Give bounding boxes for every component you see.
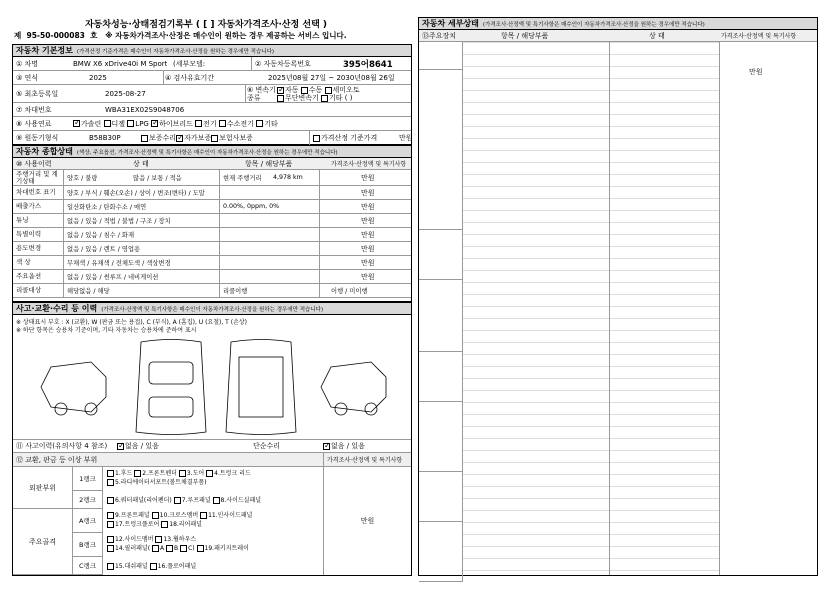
detail-price-unit: 만원 xyxy=(749,68,763,76)
detail-panel: 자동차 세부상태 (가격조사·산정액 및 특기사항은 매수인이 자동차가격조사·산정을 원하는 경우에만 적습니다) ⑬주요장치 항목 / 해당부품 상 태 가격조사·산정액 및 특기사항 만원 xyxy=(418,17,818,576)
overall-row: 차대번호 표기 양호 / 부식 / 훼손(오손) / 상이 / 변조(변타) / 도말 만원 xyxy=(13,186,411,200)
detail-category xyxy=(419,472,463,522)
detail-category xyxy=(419,280,463,352)
detail-category xyxy=(419,522,463,582)
header-note: ※ 자동차가격조사·산정은 매수인이 원하는 경우 제공하는 서비스 입니다. xyxy=(105,31,347,40)
accident-title: 사고·교환·수리 등 이력 (가격조사·산정액 및 특기사항은 매수인이 자동차가격조사·산정을 원하는 경우에만 적습니다) xyxy=(13,303,411,315)
overall-row: 주행거리 및 계기상태 양호 / 불량 많음 / 보통 / 적음 현재 주행거리 4,978 km 만원 xyxy=(13,170,411,186)
overall-row: 배출가스 일산화탄소 / 탄화수소 / 매연 0.00%, 0ppm, 0% 만원 xyxy=(13,200,411,214)
detail-category xyxy=(419,230,463,280)
overall-row: 튜닝 없음 / 있음 / 적법 / 불법 / 구조 / 장치 만원 xyxy=(13,214,411,228)
detail-category xyxy=(419,352,463,402)
overall-row: 리콜대상 해당없음 / 해당 리콜이행 이행 / 미이행 xyxy=(13,284,411,298)
model-value: BMW X6 xDrive40i M Sport xyxy=(73,59,168,68)
overall-row: 특별이력 없음 / 있음 / 침수 / 화재 만원 xyxy=(13,228,411,242)
detail-category xyxy=(419,70,463,230)
basic-info-title: 자동차 기본정보 (가격산정 기준가격은 매수인이 자동차가격조사·산정을 원하는 경우에만 적습니다) xyxy=(13,45,411,57)
overall-row: 색 상 무채색 / 유채색 / 전체도색 / 색상변경 만원 xyxy=(13,256,411,270)
detail-category xyxy=(419,42,463,70)
doc-number: 제 95-50-000083 호 ※ 자동차가격조사·산정은 매수인이 원하는 경우 제공하는 서비스 입니다. xyxy=(14,31,347,40)
overall-status-title: 자동차 종합상태 (색상, 주요옵션, 가격조사·산정액 및 특기사항은 매수인이 자동차가격조사·산정을 원하는 경우에만 적습니다) xyxy=(13,146,411,158)
vin-value: WBA31EX02S9048706 xyxy=(105,105,185,114)
overall-row: 용도변경 없음 / 있음 / 렌트 / 영업용 만원 xyxy=(13,242,411,256)
form-title: 자동차성능·상태점검기록부 ( [ ] 자동차가격조사·산정 선택 ) xyxy=(84,20,328,30)
detail-category xyxy=(419,402,463,472)
overall-row: 주요옵션 없음 / 있음 / 썬루프 / 네비게이션 만원 xyxy=(13,270,411,284)
detail-title: 자동차 세부상태 (가격조사·산정액 및 특기사항은 매수인이 자동차가격조사·산정을 원하는 경우에만 적습니다) xyxy=(419,18,817,30)
car-diagram xyxy=(31,337,401,437)
basic-info-panel: 자동차 기본정보 (가격산정 기준가격은 매수인이 자동차가격조사·산정을 원하는 경우에만 적습니다) ① 차명 BMW X6 xDrive40i M Sport (세부모델: ② 자동차등록번호 395어8641 ③ 연식 2025 ④ 검사유효기간 2025년08월 27일 ~ 2030년08월 26일 ⑤ 최초등록일 2025-08-27 ⑥ 변속기 종류 ✓ 자동 수동 세미오토 무단변속기 기타 ( ) ⑦ 차대번호 WBA31EX02S9048706 ⑧ 사용연료 ✓ 가솔린 디젤 LPG ✓ 하이브리드 전기 수소전기 기타 ⑨ 원동기형식 B58B30P 보증수리 ✓ 자가보증 보험사보증 가격산정 기준가격 만원 xyxy=(12,44,412,145)
accident-panel: 사고·교환·수리 등 이력 (가격조사·산정액 및 특기사항은 매수인이 자동차가격조사·산정을 원하는 경우에만 적습니다) ※ 상태표시 부호 : X (교환), W (판금 또는 용접), C (부식), A (흠집), U (요철), T (손상) ※ 하단 항목은 승용차 기준이며, 기타 자동차는 승용차에 준하여 표시 ⑪ 사고이력(유의사항 4 참조) ✓ 없음 / 있음 단순수리 ✓ 없음 / 있음 ⑫ 교환, 판금 등 이상 부위 가격조사·산정액 및 특기사항 외판부위 1랭크 1.후드 2.프론트펜더 3.도어 4.트렁크 리드 5.라디에이터서포트(볼트체결부품) 2랭크 6.쿼터패널(리어펜더) 7.루프패널 8.사이드실패널 주요골격 A랭크 9.프론트패널 10.크로스멤버 11.인사이드패널 17.트렁크플로어 18.리어패널 B랭크 12.사이드멤버 13.휠하우스 14.필러패널( A B C) 19.패키지트레이 C랭크 15.대쉬패널 16.플로어패널 만원 xyxy=(12,302,412,576)
overall-status-panel: 자동차 종합상태 (색상, 주요옵션, 가격조사·산정액 및 특기사항은 매수인이 자동차가격조사·산정을 원하는 경우에만 적습니다) ⑩ 사용이력 상 태 항목 / 해당부품 가격조사·산정액 및 특기사항 주행거리 및 계기상태 양호 / 불량 많음 / 보통 / 적음 현재 주행거리 4,978 km 만원 차대번호 표기 양호 / 부식 / 훼손(오손) / 상이 / 변조(변타) / 도말 만원 배출가스 일산화탄소 / 탄화수소 / 매연 0.00%, 0ppm, 0% 만원 튜닝 없음 / 있음 / 적법 / 불법 / 구조 / 장치 만원 특별이력 없음 / 있음 / 침수 / 화재 만원 용도변경 없음 / 있음 / 렌트 / 영업용 만원 색 상 무채색 / 유채색 / 전체도색 / 색상변경 만원 주요옵션 없음 / 있음 / 썬루프 / 네비게이션 만원 리콜대상 해당없음 / 해당 리콜이행 이행 / 미이행 xyxy=(12,145,412,302)
plate-value: 395어8641 xyxy=(343,59,393,70)
